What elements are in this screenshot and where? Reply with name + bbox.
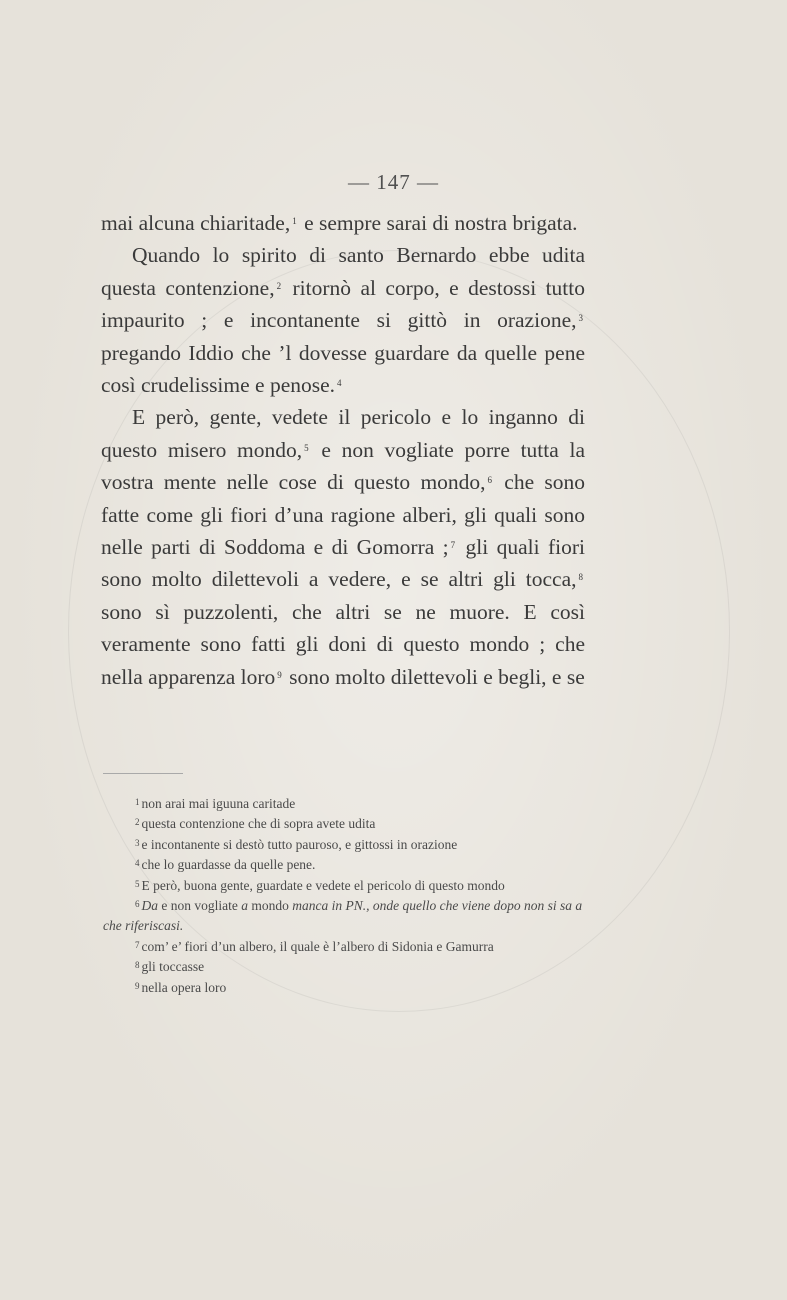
footnote-number: 4 [135,858,140,869]
text-run: ritornò al corpo, e destossi tutto impaurito ; e incontanente si gittò in orazione, [101,275,585,333]
footnote-ref: 2 [276,280,282,291]
footnote-ref: 3 [578,313,583,324]
page-number: — 147 — [348,170,439,194]
text-run: nella opera loro [141,979,227,995]
text-run: e incontanente si destò tutto pauroso, e gittossi in orazione [141,836,458,852]
footnote [103,835,585,855]
footnote [103,957,585,977]
footnote [103,794,585,814]
footnote-ref: 7 [450,540,456,551]
text-run: questa contenzione che di sopra avete udita [141,816,376,832]
footnotes [103,794,585,998]
footnote [103,937,585,957]
footnote-number: 8 [135,960,140,971]
italic-text: manca in PN., onde quello che viene dopo non si sa a che riferiscasi. [103,898,583,934]
footnote-ref: 4 [337,378,342,389]
footnote-number: 2 [135,817,140,828]
footnote-ref: 6 [487,475,493,486]
footnote-rule [103,773,183,774]
text-run: pregando Iddio che ’l dovesse guardare da quelle pene così crudelissime e penose. [101,340,585,398]
footnote-number: 5 [135,878,140,889]
footnote-ref: 9 [277,669,282,680]
italic-text: Da [141,898,158,914]
footnote-number: 7 [135,939,140,950]
text-run: mai alcuna chiaritade, [101,211,291,235]
main-text [101,207,585,693]
paragraph [101,239,585,401]
footnote-ref: 8 [578,572,583,583]
paragraph [101,401,585,693]
text-run: e sempre sarai di nostra brigata. [298,211,578,235]
text-run: gli quali fiori sono molto dilettevoli a vedere, e se altri gli tocca, [101,535,586,592]
text-run: com’ e’ fiori d’un albero, il quale è l’albero di Sidonia e Gamurra [141,938,494,954]
footnote-number: 6 [135,899,140,910]
footnote [103,814,585,834]
paragraph [101,207,585,239]
footnote-ref: 5 [304,442,309,453]
text-run: mondo [247,898,293,914]
text-run: gli toccasse [141,959,205,975]
text-run: che lo guardasse da quelle pene. [141,857,316,873]
footnote-number: 1 [135,797,140,807]
text-run: che sono fatte come gli fiori d’una ragione alberi, gli quali sono nelle parti di Soddoma e di Gomorra ; [101,470,586,560]
text-run: Quando lo spirito di santo Bernardo ebbe udita questa contenzione, [101,243,585,300]
footnote-number: 3 [135,837,140,848]
text-run: e non vogliate [158,898,242,914]
text-run: non arai mai iguuna caritade [141,796,296,811]
footnote [103,896,585,937]
text-run: e non vogliate porre tutta la vostra mente nelle cose di questo mondo, [101,437,586,495]
text-run: sono sì puzzolenti, che altri se ne muore. E così veramente sono fatti gli doni di questo mondo ; che nella apparenza loro [101,599,585,689]
footnote-number: 9 [135,980,140,991]
footnote [103,978,585,998]
footnote [103,855,585,875]
text-run: E però, buona gente, guardate e vedete el pericolo di questo mondo [141,877,505,893]
italic-text: a [241,898,248,914]
text-run: sono molto dilettevoli e begli, e se [283,664,585,689]
footnote [103,876,585,896]
text-run: E però, gente, vedete il pericolo e lo inganno di questo misero mondo, [101,405,585,462]
footnote-ref: 1 [292,216,297,226]
